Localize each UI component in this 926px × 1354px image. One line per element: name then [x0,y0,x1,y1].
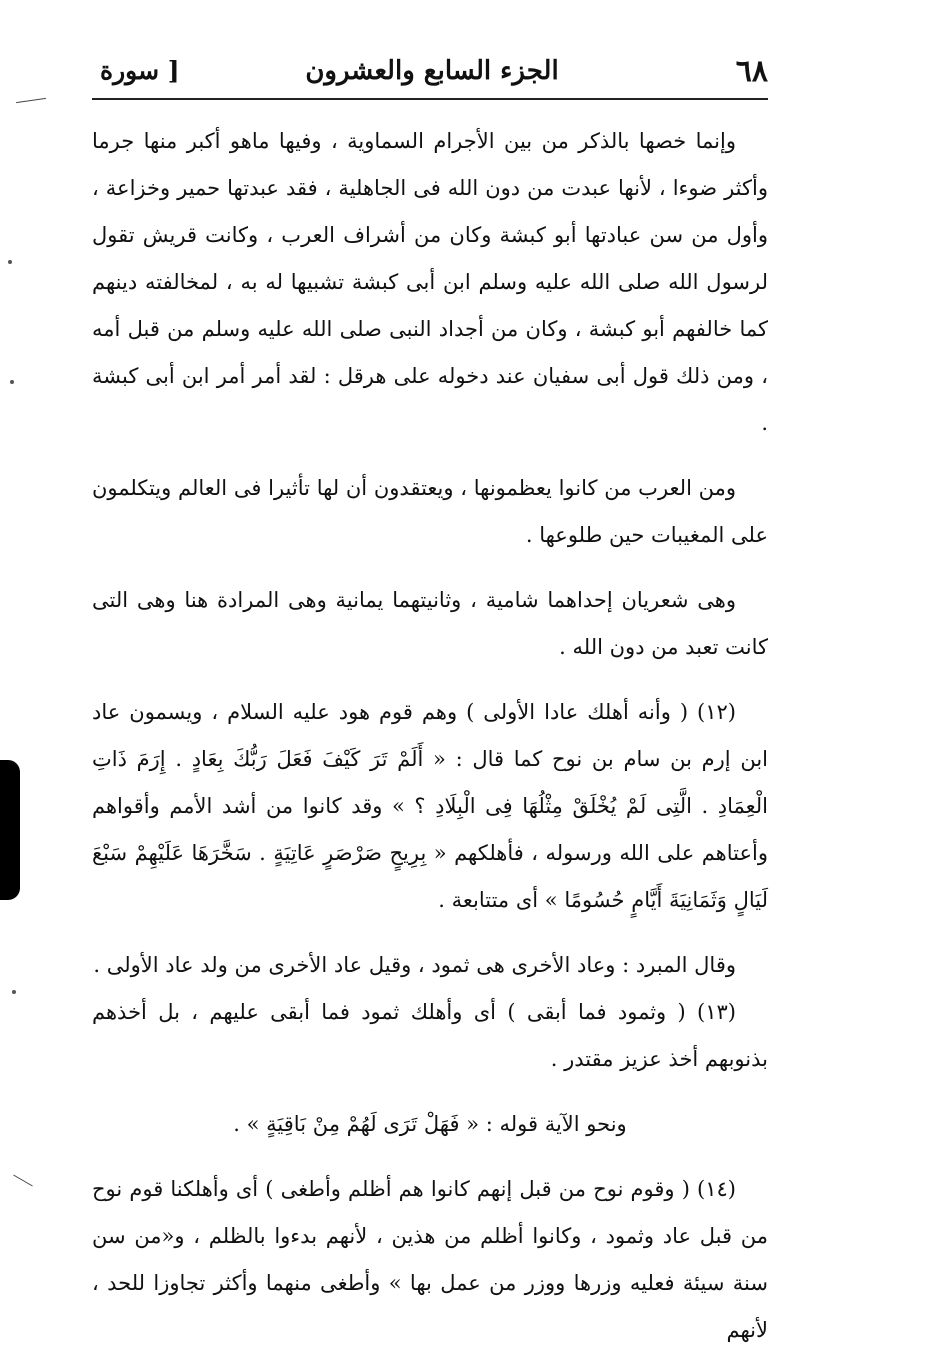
paragraph: ومن العرب من كانوا يعظمونها ، ويعتقدون أن لها تأثيرا فى العالم ويتكلمون على المغيبات حين طلوعها . [92,476,768,547]
scan-speck [10,380,14,384]
scan-mark [13,1175,33,1187]
running-title: الجزء السابع والعشرون [305,56,559,86]
scan-speck [12,990,16,994]
header-rule [92,98,768,100]
paragraph: وإنما خصها بالذكر من بين الأجرام السماوية ، وفيها ماهو أكبر منها جرما وأكثر ضوءا ، لأنها عبدت من دون الله فى الجاهلية ، فقد عبدتها حمير وخزاعة ، وأول من سن عبادتها أبو كبشة وكان من أشراف العرب ، وكانت قريش تقول لرسول الله صلى الله عليه وسلم ابن أبى كبشة تشبيها له به ، لمخالفته دينهم كما خالفهم أبو كبشة ، وكان من أجداد النبى صلى الله عليه وسلم من قبل أمه ، ومن ذلك قول أبى سفيان عند دخوله على هرقل : لقد أمر أمر ابن أبى كبشة . [92,129,768,435]
page-header [92,54,772,94]
page-number: ٦٨ [735,54,768,89]
paragraph: (١٢) ( وأنه أهلك عادا الأولى ) وهم قوم هود عليه السلام ، ويسمون عاد ابن إرم بن سام بن نوح كما قال : « أَلَمْ تَرَ كَيْفَ فَعَلَ رَبُّكَ بِعَادٍ . إِرَمَ ذَاتِ الْعِمَادِ . الَّتِى لَمْ يُخْلَقْ مِثْلُهَا فِى الْبِلَادِ ؟ » وقد كانوا من أشد الأمم وأقواهم وأعتاهم على الله ورسوله ، فأهلكهم « بِرِيحٍ صَرْصَرٍ عَاتِيَةٍ . سَخَّرَهَا عَلَيْهِمْ سَبْعَ لَيَالٍ وَثَمَانِيَةَ أَيَّامٍ حُسُومًا » أى متتابعة . [92,700,768,912]
paragraph: ونحو الآية قوله : « فَهَلْ تَرَى لَهُمْ مِنْ بَاقِيَةٍ » . [233,1112,627,1136]
scan-edge-shadow [0,760,20,900]
surah-label: [ سورة [100,56,180,85]
paragraph: وقال المبرد : وعاد الأخرى هى ثمود ، وقيل عاد الأخرى من ولد عاد الأولى . [93,953,736,977]
page-body [92,118,768,1342]
paragraph: وهى شعريان إحداهما شامية ، وثانيتهما يمانية وهى المرادة هنا وهى التى كانت تعبد من دون الله . [92,588,768,659]
paragraph: (١٣) ( وثمود فما أبقى ) أى وأهلك ثمود فما أبقى عليهم ، بل أخذهم بذنوبهم أخذ عزيز مقتدر . [92,1000,768,1071]
scan-mark [16,98,46,103]
scan-speck [8,260,12,264]
paragraph: (١٤) ( وقوم نوح من قبل إنهم كانوا هم أظلم وأطغى ) أى وأهلكنا قوم نوح من قبل عاد وثمود ، وكانوا أظلم من هذين ، لأنهم بدءوا بالظلم ، و«من سن سنة سيئة فعليه وزرها ووزر من عمل بها » وأطغى منهما وأكثر تجاوزا للحد ، لأنهم [92,1177,768,1342]
